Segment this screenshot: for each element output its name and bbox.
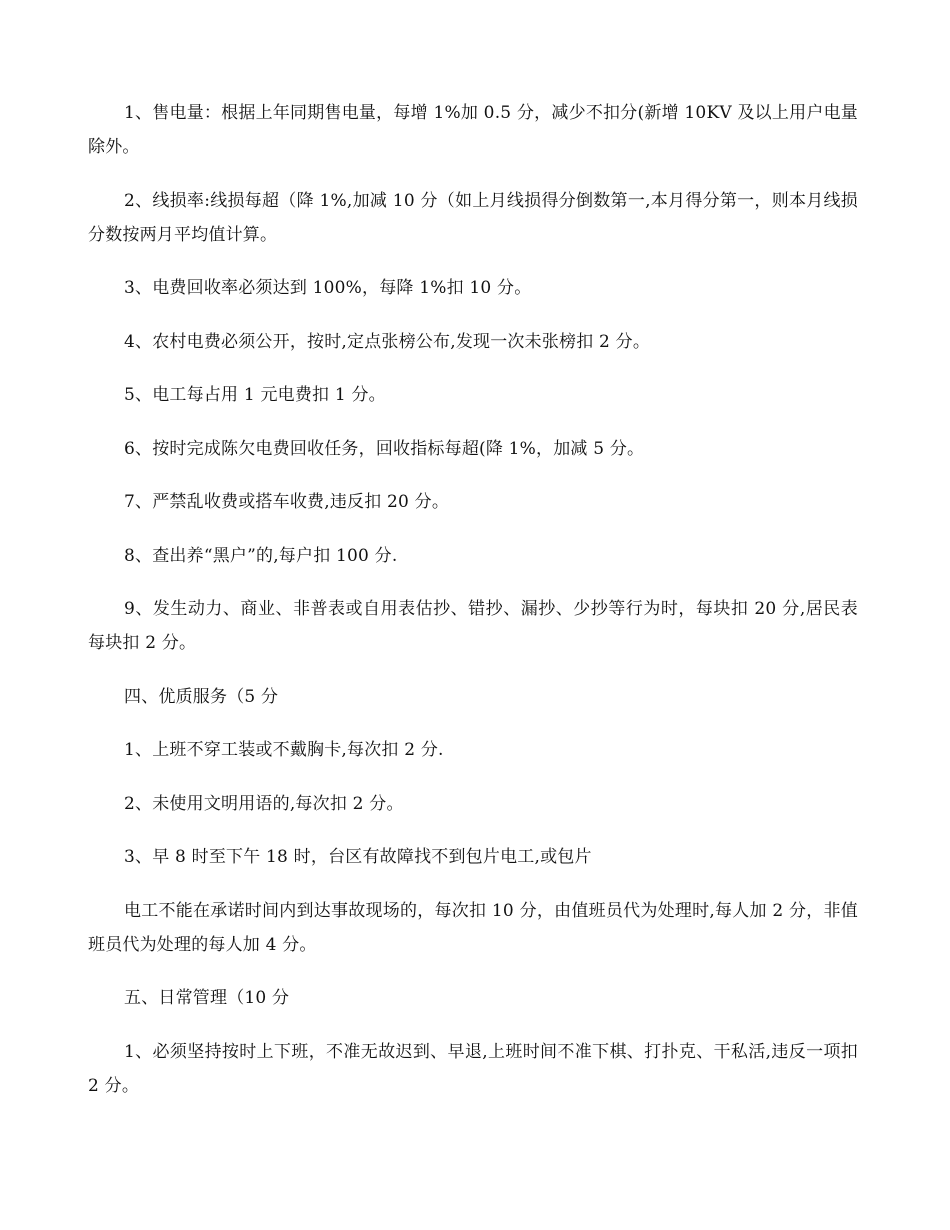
section-heading-daily-management: 五、日常管理（10 分 (124, 988, 290, 1008)
paragraph-fault-response: 3、早 8 时至下午 18 时，台区有故障找不到包片电工,或包片 (124, 847, 592, 867)
paragraph-line-loss: 2、线损率:线损每超（降 1%,加减 10 分（如上月线损得分倒数第一,本月得分第一，则本月线损分数按两月平均值计算。 (88, 190, 858, 245)
paragraph-illegal-charges: 7、严禁乱收费或搭车收费,违反扣 20 分。 (124, 492, 450, 512)
document-body (88, 96, 858, 1122)
paragraph-fee-publicity: 4、农村电费必须公开，按时,定点张榜公布,发现一次未张榜扣 2 分。 (124, 331, 651, 352)
paragraph-uniform-badge: 1、上班不穿工装或不戴胸卡,每次扣 2 分. (124, 740, 444, 760)
paragraph-arrears-recovery: 6、按时完成陈欠电费回收任务，回收指标每超(降 1%，加减 5 分。 (124, 438, 645, 459)
paragraph-meter-reading: 9、发生动力、商业、非普表或自用表估抄、错抄、漏抄、少抄等行为时，每块扣 20 分,居民表每块扣 2 分。 (88, 599, 858, 653)
paragraph-black-households: 8、查出养“黑户”的,每户扣 100 分. (124, 545, 398, 566)
paragraph-fee-recovery-rate: 3、电费回收率必须达到 100%，每降 1%扣 10 分。 (124, 278, 532, 298)
paragraph-sales-volume: 1、售电量：根据上年同期售电量，每增 1%加 0.5 分，减少不扣分(新增 10KV 及以上用户电量除外。 (88, 103, 858, 157)
paragraph-fee-misuse: 5、电工每占用 1 元电费扣 1 分。 (124, 385, 386, 405)
paragraph-fault-response-continued: 电工不能在承诺时间内到达事故现场的，每次扣 10 分，由值班员代为处理时,每人加 2 分，非值班员代为处理的每人加 4 分。 (88, 900, 858, 955)
paragraph-attendance: 1、必须坚持按时上下班，不准无故迟到、早退,上班时间不准下棋、打扑克、干私活,违反一项扣 2 分。 (88, 1041, 858, 1096)
section-heading-quality-service: 四、优质服务（5 分 (124, 686, 279, 707)
paragraph-civil-language: 2、未使用文明用语的,每次扣 2 分。 (124, 793, 404, 814)
